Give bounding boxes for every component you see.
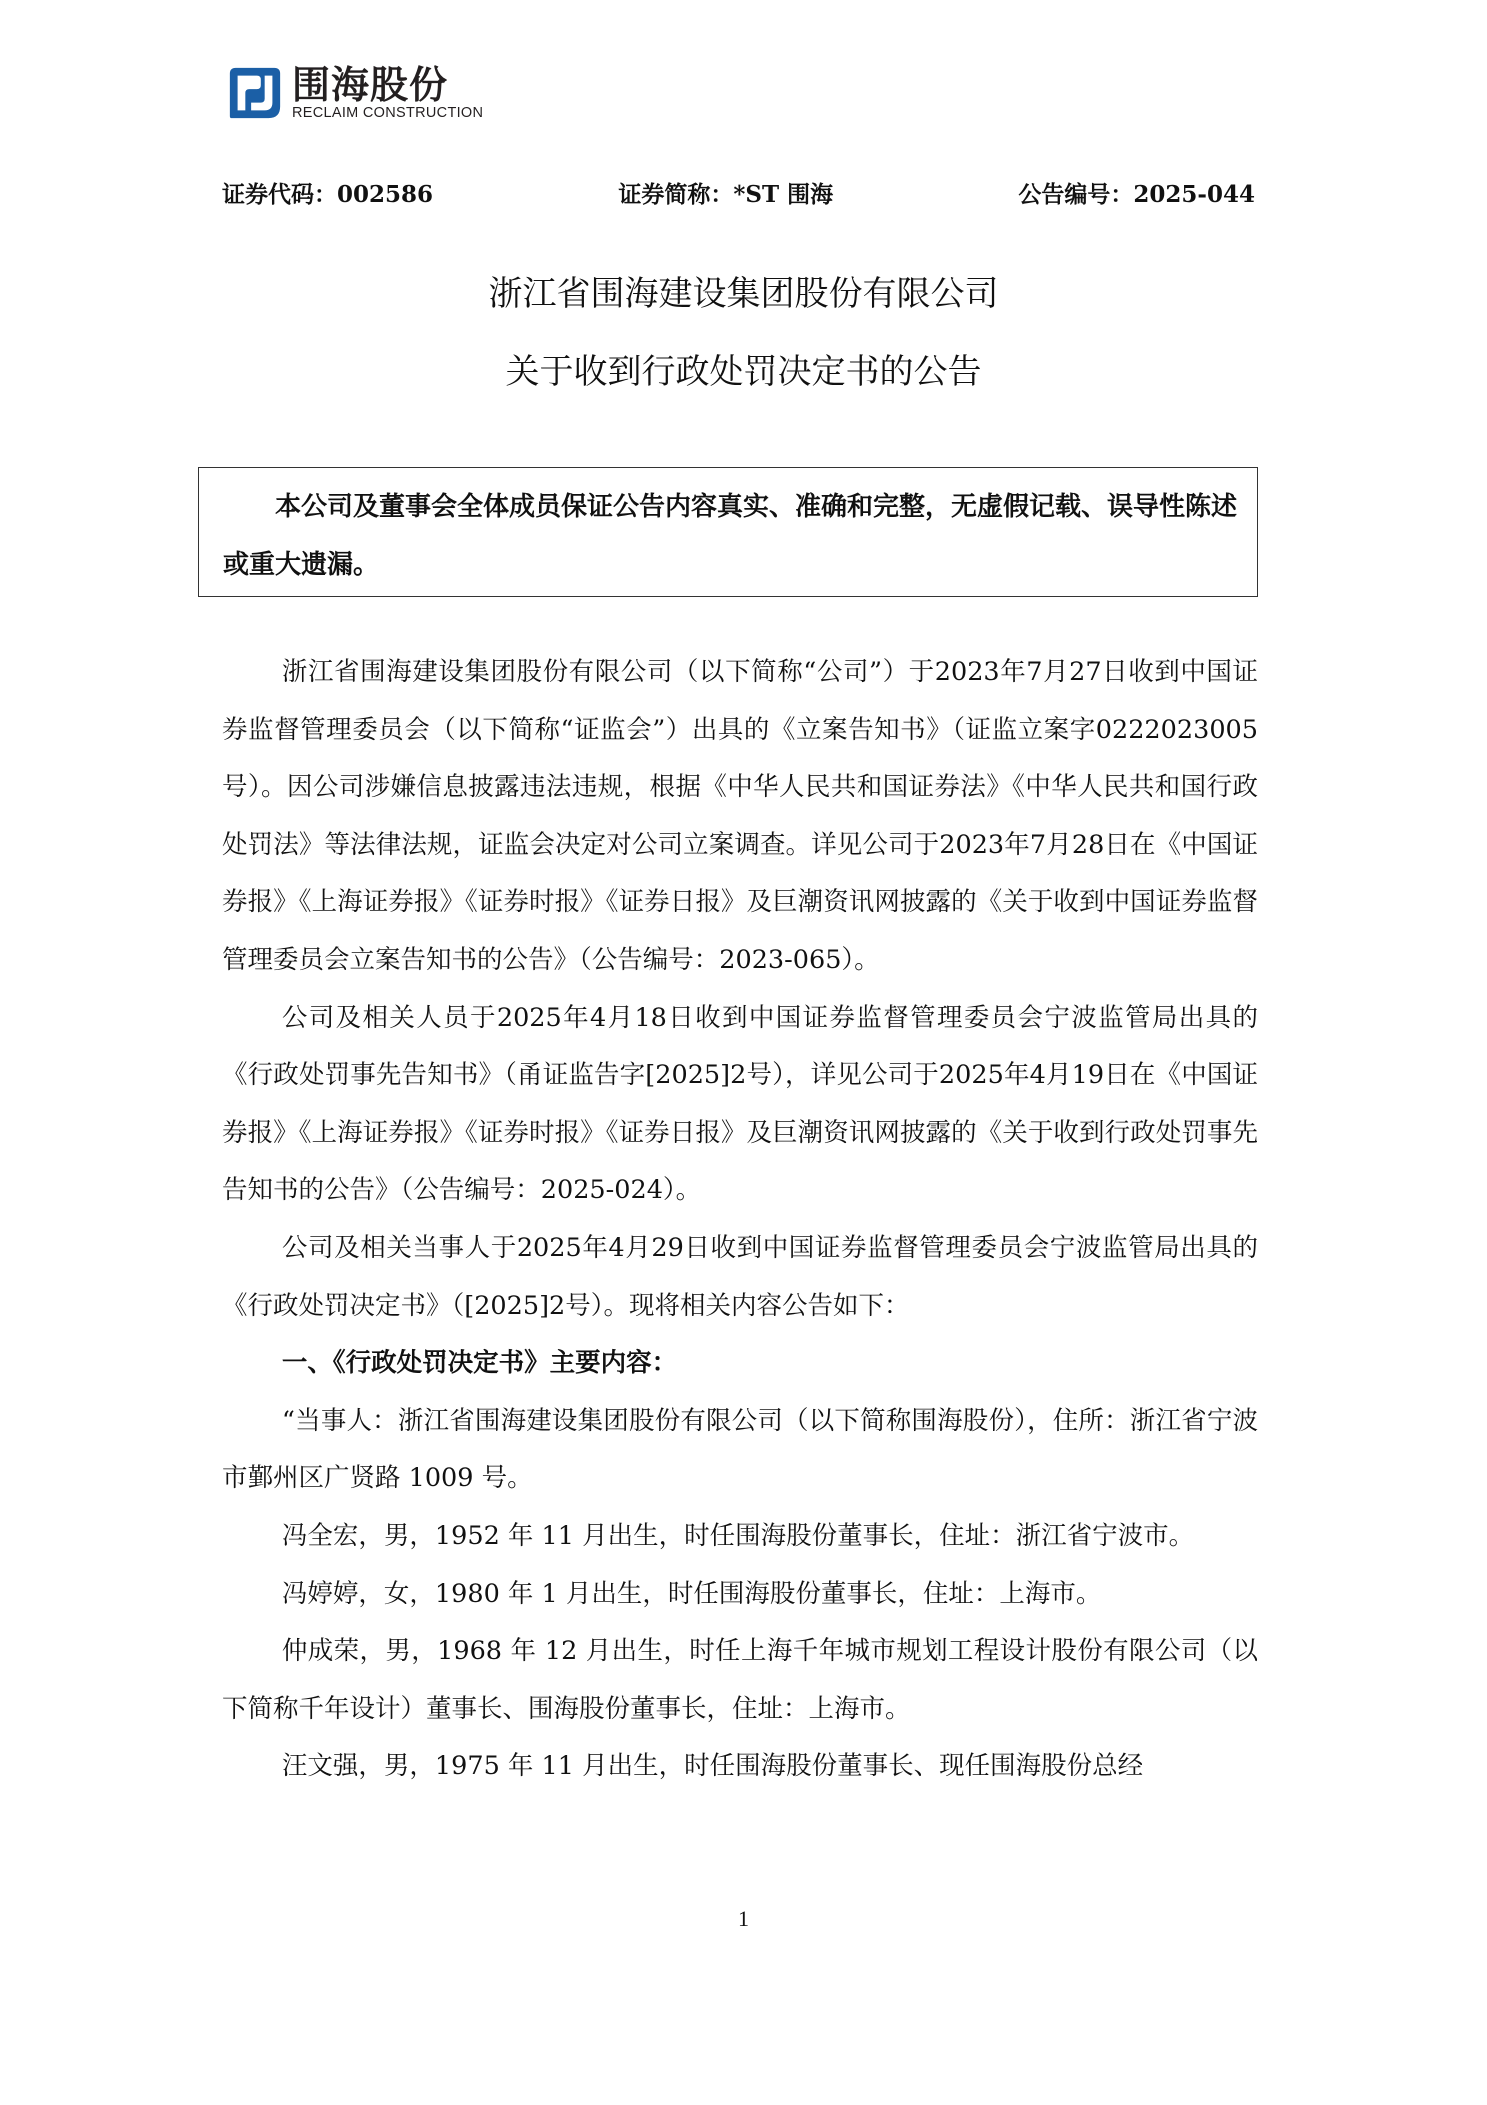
paragraph-decision-received: 公司及相关当事人于2025年4月29日收到中国证券监督管理委员会宁波监管局出具的《行政处罚决定书》（[2025]2号）。现将相关内容公告如下： xyxy=(222,1232,1258,1321)
stock-abbreviation: 证券简称：*ST 围海 xyxy=(618,181,834,208)
paragraph-party: “当事人：浙江省围海建设集团股份有限公司（以下简称围海股份），住所：浙江省宁波市鄞州区广贤路 1009 号。 xyxy=(222,1405,1258,1494)
paragraph-prior-notice: 公司及相关人员于2025年4月18日收到中国证券监督管理委员会宁波监管局出具的《行政处罚事先告知书》（甬证监告字[2025]2号），详见公司于2025年4月19日在《中国证券报》《上海证券报》《证券时报》《证券日报》及巨潮资讯网披露的《关于收到行政处罚事先告知书的公告》（公告编号：2025-024）。 xyxy=(222,1002,1258,1206)
logo-chinese-name: 围海股份 xyxy=(292,63,449,107)
disclaimer-text: 本公司及董事会全体成员保证公告内容真实、准确和完整，无虚假记载、误导性陈述或重大遗漏。 xyxy=(223,492,1238,580)
logo-english-name: RECLAIM CONSTRUCTION xyxy=(292,105,484,121)
paragraph-case-filing: 浙江省围海建设集团股份有限公司（以下简称“公司”）于2023年7月27日收到中国证券监督管理委员会（以下简称“证监会”）出具的《立案告知书》（证监立案字0222023005号）。因公司涉嫌信息披露违法违规，根据《中华人民共和国证券法》《中华人民共和国行政处罚法》等法律法规，证监会决定对公司立案调查。详见公司于2023年7月28日在《中国证券报》《上海证券报》《证券时报》《证券日报》及巨潮资讯网披露的《关于收到中国证券监督管理委员会立案告知书的公告》（公告编号：2023-065）。 xyxy=(222,657,1258,975)
stock-code: 证券代码：002586 xyxy=(222,181,434,208)
announcement-meta xyxy=(222,180,1255,210)
page-number: 1 xyxy=(738,1906,749,1931)
reclaim-logo-icon xyxy=(226,64,284,122)
document-body xyxy=(222,644,1258,1796)
paragraph-person: 冯婷婷，女，1980 年 1 月出生，时任围海股份董事长，住址：上海市。 xyxy=(281,1578,1102,1609)
announcement-number: 公告编号：2025-044 xyxy=(1018,181,1255,208)
company-title: 浙江省围海建设集团股份有限公司 xyxy=(488,274,999,314)
disclaimer-box xyxy=(198,467,1258,597)
paragraph-person: 仲成荣，男，1968 年 12 月出生，时任上海千年城市规划工程设计股份有限公司（以下简称千年设计）董事长、围海股份董事长，住址：上海市。 xyxy=(222,1636,1258,1724)
paragraph-person: 冯全宏，男，1952 年 11 月出生，时任围海股份董事长，住址：浙江省宁波市。 xyxy=(281,1520,1195,1551)
announcement-title: 关于收到行政处罚决定书的公告 xyxy=(505,352,982,392)
paragraph-person: 汪文强，男，1975 年 11 月出生，时任围海股份董事长、现任围海股份总经 xyxy=(281,1751,1144,1782)
company-logo xyxy=(226,62,483,124)
section-heading: 一、《行政处罚决定书》主要内容： xyxy=(281,1348,678,1379)
